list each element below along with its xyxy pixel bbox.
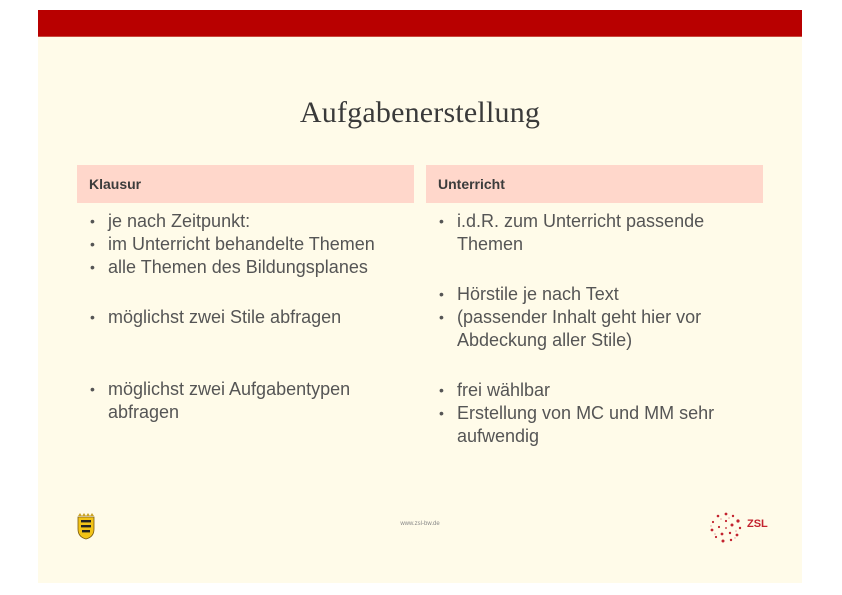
slide-title: Aufgabenerstellung (299, 96, 541, 129)
list-item: • im Unterricht behandelte Themen (90, 234, 375, 254)
list-item: • frei wählbar (439, 380, 551, 400)
bullet-icon: • (439, 286, 444, 302)
zsl-logo (708, 510, 768, 544)
bullet-list-klausur (90, 210, 410, 424)
footer-url: www.zsl-bw.de (400, 521, 440, 527)
bullet-icon: • (439, 382, 444, 398)
bullet-list-unterricht (439, 210, 759, 448)
list-item: • alle Themen des Bildungsplanes (90, 257, 368, 277)
list-item: • je nach Zeitpunkt: (90, 211, 251, 231)
bullet-icon: • (439, 213, 444, 229)
bullet-icon: • (439, 405, 444, 421)
bullet-icon: • (90, 236, 95, 252)
list-item: • i.d.R. zum Unterricht passende Themen (439, 211, 705, 254)
bullet-icon: • (90, 381, 95, 397)
column-heading-klausur: Klausur (77, 165, 414, 203)
column-heading-unterricht: Unterricht (426, 165, 763, 203)
list-item: • möglichst zwei Aufgabentypen abfragen (90, 379, 351, 422)
bullet-icon: • (90, 309, 95, 325)
bullet-icon: • (90, 213, 95, 229)
header-bar (38, 10, 802, 37)
list-item: • Hörstile je nach Text (439, 284, 619, 304)
bullet-icon: • (439, 309, 444, 325)
list-item: • (passender Inhalt geht hier vor Abdeckung aller Stile) (439, 307, 702, 350)
zsl-logo-text: ZSL (747, 518, 768, 530)
bullet-icon: • (90, 259, 95, 275)
list-item: • Erstellung von MC und MM sehr aufwendig (439, 403, 715, 446)
slide (38, 10, 802, 583)
list-item: • möglichst zwei Stile abfragen (90, 307, 342, 327)
zsl-dots-icon (708, 510, 744, 544)
